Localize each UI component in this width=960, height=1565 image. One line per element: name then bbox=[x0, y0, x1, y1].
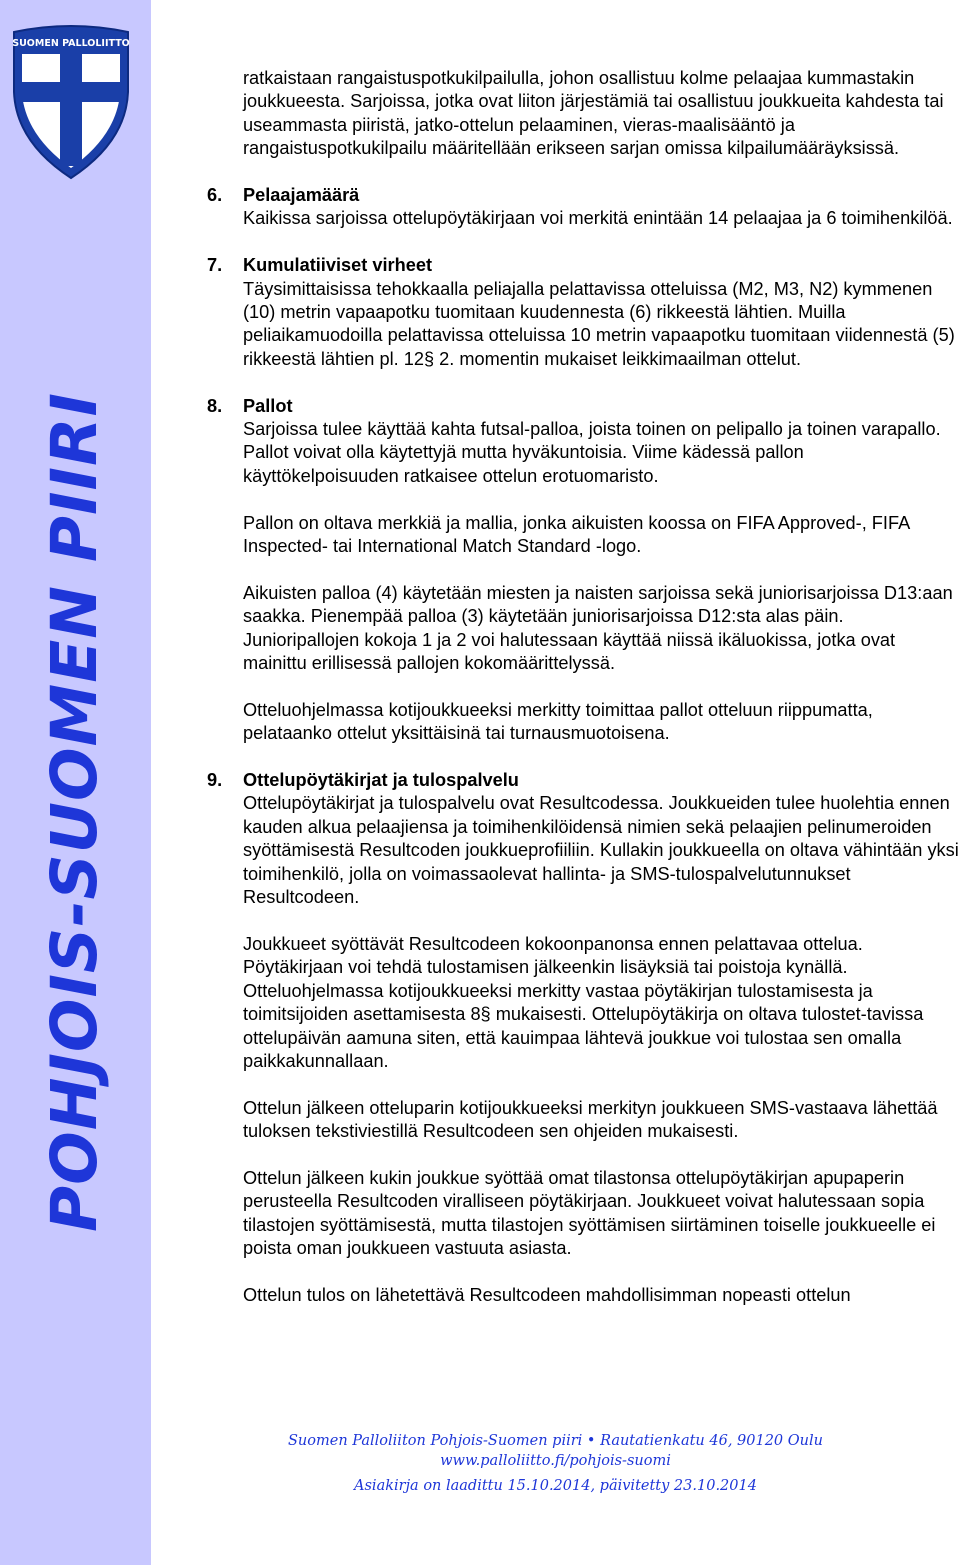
section-number: 6. bbox=[207, 185, 223, 206]
section-paragraph: Ottelun jälkeen kukin joukkue syöttää omat tilastonsa ottelupöytäkirjan apupaperin perusteella Resultcoden viralliseen pöytäkirjaan. Joukkueet voivat halutessaan sopia tilastojen syöttämisestä, mutta tilastojen syöttämisen siirtäminen toiselle joukkueelle ei poista oman joukkueen vastuuta asiasta. bbox=[243, 1167, 936, 1259]
section-paragraph: Otteluohjelmassa kotijoukkueeksi merkitty toimittaa pallot otteluun riippumatta, pelataanko ottelut yksittäisinä tai turnausmuotoisena. bbox=[243, 699, 873, 744]
section-9 bbox=[207, 769, 959, 1307]
section-number: 9. bbox=[207, 770, 223, 791]
section-heading: Ottelupöytäkirjat ja tulospalvelu bbox=[243, 770, 519, 791]
footer-document-dates: Asiakirja on laadittu 15.10.2014, päivitetty 23.10.2014 bbox=[354, 1478, 757, 1494]
section-paragraph: Ottelupöytäkirjat ja tulospalvelu ovat Resultcodessa. Joukkueiden tulee huolehtia ennen kauden alkua pelaajiensa ja toimihenkilöidensä nimien sekä pelaajien pelinumeroiden syöttämisestä Resultcoden joukkueprofiiliin. Kullakin joukkueella on oltava vähintään yksi toimihenkilö, jolla on voimassaolevat hallinta- ja SMS-tulospalvelutunnukset Resultcodeen. bbox=[243, 793, 959, 908]
logo-text: SUOMEN PALLOLIITTO bbox=[12, 38, 130, 49]
sidebar bbox=[0, 0, 151, 1565]
section-paragraph: Ottelun jälkeen otteluparin kotijoukkueeksi merkityn joukkueen SMS-vastaava lähettää tuloksen tekstiviestillä Resultcodeen sen ohjeiden mukaisesti. bbox=[243, 1097, 938, 1142]
footer-address: Suomen Palloliiton Pohjois-Suomen piiri • Rautatienkatu 46, 90120 Oulu bbox=[288, 1433, 823, 1449]
palloliitto-shield-logo bbox=[10, 22, 132, 182]
section-6 bbox=[207, 184, 959, 231]
section-paragraph: Ottelun tulos on lähetettävä Resultcodeen mahdollisimman nopeasti ottelun bbox=[243, 1284, 851, 1305]
section-heading: Kumulatiiviset virheet bbox=[243, 255, 433, 276]
section-number: 8. bbox=[207, 395, 223, 416]
section-paragraph: Täysimittaisissa tehokkaalla peliajalla pelattavissa otteluissa (M2, M3, N2) kymmenen (10) metrin vapaapotku tuomitaan kuudennesta (6) rikkeestä lähtien. Muilla peliaikamuodoilla pelattavissa otteluissa 10 metrin vapaapotku tuomitaan viidennestä (5) rikkeestä lähtien pl. 12§ 2. momentin mukaiset leikkimaailman ottelut. bbox=[243, 278, 955, 369]
section-heading: Pelaajamäärä bbox=[243, 185, 360, 206]
vertical-district-title: POHJOIS-SUOMEN PIIRI bbox=[38, 392, 111, 1232]
section-heading: Pallot bbox=[243, 395, 293, 416]
section-paragraph: Pallon on oltava merkkiä ja mallia, jonka aikuisten koossa on FIFA Approved-, FIFA Inspected- tai International Match Standard -logo. bbox=[243, 512, 910, 557]
section-paragraph: Aikuisten palloa (4) käytetään miesten ja naisten sarjoissa sekä juniorisarjoissa D13:aan saakka. Pienempää palloa (3) käytetään juniorisarjoissa D12:sta alas päin. Junioripallojen kokoja 1 ja 2 voi halutessaan käyttää niissä ikäluokissa, jotka ovat mainittu erillisessä pallojen kokomäärittelyssä. bbox=[243, 582, 953, 674]
section-8 bbox=[207, 395, 959, 746]
document-body bbox=[207, 67, 959, 1307]
footer-website-link[interactable]: www.palloliitto.fi/pohjois-suomi bbox=[440, 1453, 671, 1469]
section-7 bbox=[207, 254, 959, 371]
section-paragraph: Joukkueet syöttävät Resultcodeen kokoonpanonsa ennen pelattavaa ottelua. Pöytäkirjaan voi tehdä tulostamisen jälkeenkin lisäyksiä tai poistoja kynällä. Otteluohjelmassa kotijoukkueeksi merkitty vastaa pöytäkirjan tulostamisesta ja toimitsijoiden asettamisesta 8§ mukaisesti. Ottelupöytäkirja on oltava tulostet-tavissa ottelupäivän aamuna siten, että kauimpaa lähtevä joukkue voi tulostaa sen omalla paikkakunnallaan. bbox=[243, 933, 924, 1071]
section-paragraph: Kaikissa sarjoissa ottelupöytäkirjaan voi merkitä enintään 14 pelaajaa ja 6 toimihenkilöä. bbox=[243, 208, 953, 229]
section-paragraph: Sarjoissa tulee käyttää kahta futsal-palloa, joista toinen on pelipallo ja toinen varapallo. Pallot voivat olla käytettyjä mutta hyväkuntoisia. Viime kädessä pallon käyttökelpoisuuden ratkaisee ottelun erotuomaristo. bbox=[243, 419, 941, 486]
section-number: 7. bbox=[207, 255, 223, 276]
intro-paragraph: ratkaistaan rangaistuspotkukilpailulla, johon osallistuu kolme pelaajaa kummastakin joukkueesta. Sarjoissa, jotka ovat liiton järjestämiä tai osallistuu joukkueita kahdesta tai useammasta piiristä, jatko-ottelun pelaaminen, vieras-maalisääntö ja rangaistuspotkukilpailu määritellään erikseen sarjan omissa kilpailumääräyksissä. bbox=[243, 68, 944, 159]
